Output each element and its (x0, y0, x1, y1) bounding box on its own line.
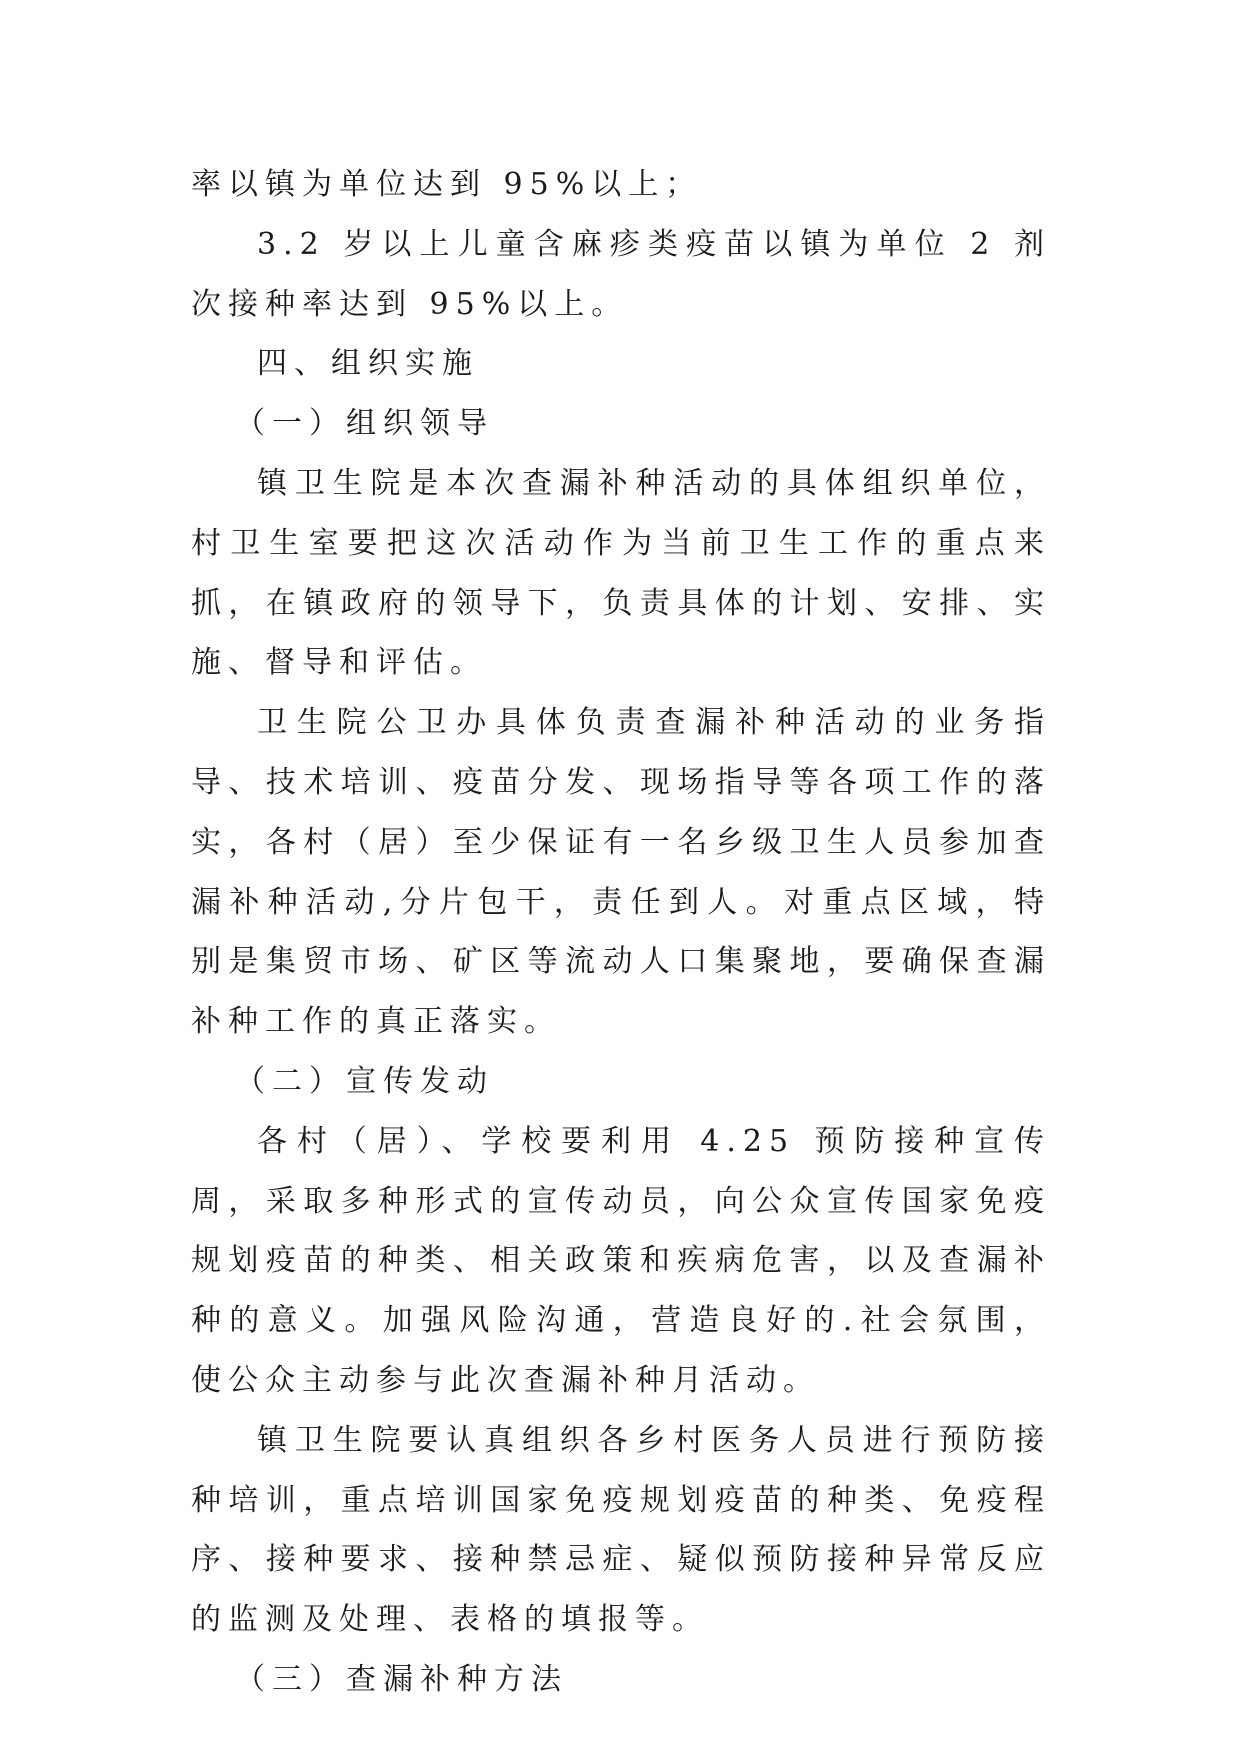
paragraph-training: 镇卫生院要认真组织各乡村医务人员进行预防接种培训，重点培训国家免疫规划疫苗的种类、免疫程序、接种要求、接种禁忌症、疑似预防接种异常反应的监测及处理、表格的填报等。 (191, 1422, 1051, 1638)
subsection-heading-publicity: （二）宣传发动 (235, 1063, 494, 1099)
subsection-heading-method: （三）查漏补种方法 (235, 1661, 568, 1697)
section-heading-organization: 四、组织实施 (257, 346, 479, 382)
paragraph-public-health-office: 卫生院公卫办具体负责查漏补种活动的业务指导、技术培训、疫苗分发、现场指导等各项工作的落实，各村（居）至少保证有一名乡级卫生人员参加查漏补种活动,分片包干，责任到人。对重点区域，特别是集贸市场、矿区等流动人口集聚地，要确保查漏补种工作的真正落实。 (191, 705, 1051, 1040)
subsection-heading-leadership: （一）组织领导 (235, 406, 494, 442)
paragraph-measles-vaccine-target: 3.2 岁以上儿童含麻疹类疫苗以镇为单位 2 剂次接种率达到 95%以上。 (191, 226, 1051, 322)
paragraph-publicity: 各村（居）、学校要利用 4.25 预防接种宣传周，采取多种形式的宣传动员，向公众宣传国家免疫规划疫苗的种类、相关政策和疾病危害，以及查漏补种的意义。加强风险沟通，营造良好的.社会氛围，使公众主动参与此次查漏补种月活动。 (191, 1123, 1051, 1398)
paragraph-rate-continuation: 率以镇为单位达到 95%以上； (191, 167, 703, 202)
paragraph-leadership: 镇卫生院是本次查漏补种活动的具体组织单位，村卫生室要把这次活动作为当前卫生工作的重点来抓，在镇政府的领导下，负责具体的计划、安排、实施、督导和评估。 (191, 465, 1051, 681)
document-body (191, 155, 1051, 1710)
